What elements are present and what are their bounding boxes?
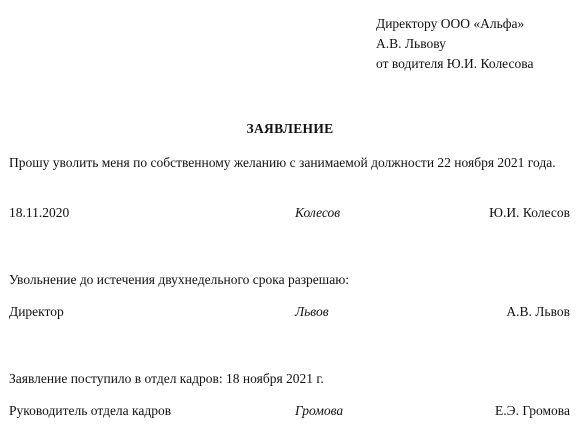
approval-text: Увольнение до истечения двухнедельного срока разрешаю:	[9, 272, 350, 287]
applicant-signature-row	[9, 203, 570, 223]
hr-signature-row	[9, 401, 570, 421]
director-name: А.В. Львов	[506, 304, 570, 319]
document-title: ЗАЯВЛЕНИЕ	[246, 121, 334, 136]
hr-received-text: Заявление поступило в отдел кадров: 18 ноября 2021 г.	[9, 371, 324, 386]
addressee-block	[376, 14, 533, 74]
addressee-line-from: от водителя Ю.И. Колесова	[376, 56, 534, 71]
addressee-line-company: Директору ООО «Альфа»	[376, 16, 525, 31]
addressee-line-director: А.В. Львову	[376, 36, 446, 51]
director-signature-row	[9, 302, 570, 322]
hr-position: Руководитель отдела кадров	[9, 403, 172, 418]
application-date: 18.11.2020	[9, 205, 70, 220]
applicant-signature: Колесов	[295, 205, 341, 220]
hr-signature: Громова	[295, 403, 344, 418]
hr-name: Е.Э. Громова	[495, 403, 570, 418]
request-text: Прошу уволить меня по собственному желанию с занимаемой должности 22 ноября 2021 года.	[9, 155, 556, 170]
director-position: Директор	[9, 304, 64, 319]
director-signature: Львов	[295, 304, 329, 319]
applicant-name: Ю.И. Колесов	[489, 205, 570, 220]
